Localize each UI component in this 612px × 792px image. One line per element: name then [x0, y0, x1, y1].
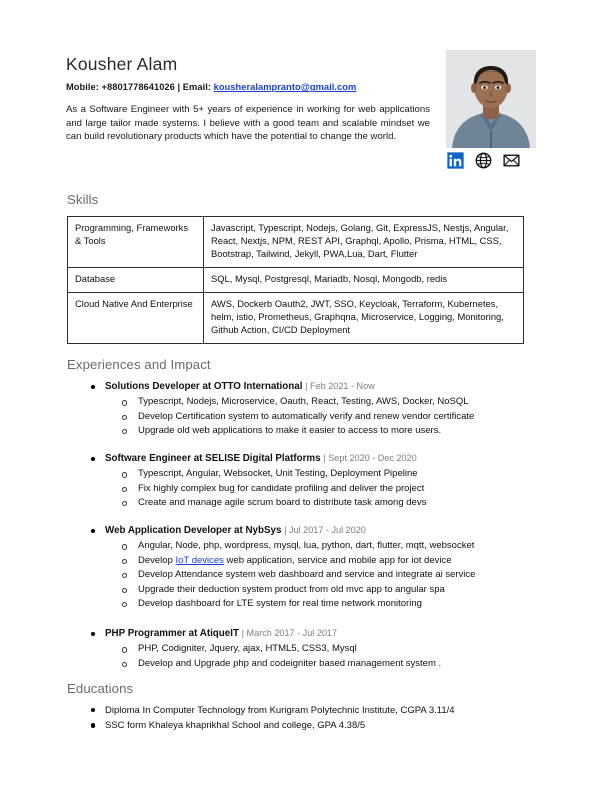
table-row: [68, 292, 524, 343]
header-block: [66, 55, 436, 144]
section-heading-skills: Skills: [67, 192, 99, 207]
table-row: [68, 267, 524, 292]
experience-dates: | Feb 2021 - Now: [305, 381, 375, 391]
experience-points: [86, 395, 556, 438]
experience-points: [86, 539, 556, 611]
experience-heading: [86, 452, 556, 465]
page-title: Kousher Alam: [66, 54, 178, 74]
iot-devices-link[interactable]: IoT devices: [175, 554, 224, 566]
list-item: Develop and Upgrade php and codeigniter based management system .: [122, 657, 556, 671]
contact-line: [66, 82, 436, 92]
avatar: [446, 50, 536, 148]
social-links: [447, 152, 537, 169]
skills-row-label: Programming, Frameworks & Tools: [68, 217, 204, 268]
experience-title: Web Application Developer at NybSys: [105, 525, 282, 536]
point-text-before: Develop: [138, 554, 176, 566]
experience-heading: [86, 524, 556, 537]
skills-row-value: AWS, Dockerb Oauth2, JWT, SSO, Keycloak, Terraform, Kubernetes, helm, istio, Prometheus, Graphqna, Microservice, Logging, Monitoring, Github Action, CI/CD Deployment: [204, 292, 524, 343]
list-item: PHP, Codigniter, Jquery, ajax, HTML5, CSS3, Mysql: [122, 642, 556, 656]
list-item: Diploma In Computer Technology from Kurigram Polytechnic Institute, CGPA 3.11/4: [86, 703, 556, 718]
contact-prefix-text: Mobile: +8801778641026 | Email:: [66, 82, 214, 93]
experience-title: Solutions Developer at OTTO International: [105, 381, 303, 392]
point-text-after: web application, service and mobile app for iot device: [223, 554, 452, 566]
email-link[interactable]: kousheralampranto@gmail.com: [213, 82, 357, 93]
table-row: [68, 217, 524, 268]
list-item: Develop Attendance system web dashboard and service and integrate ai service: [122, 568, 556, 582]
skills-row-value: Javascript, Typescript, Nodejs, Golang, Git, ExpressJS, Nestjs, Angular, React, Nextjs, NPM, REST API, Graphql, Apollo, Prisma, HTML, CSS, Bootstrap, Tailwind, Jekyll, PWA,Lua, Dart, Flutter: [204, 217, 524, 268]
skills-table: [67, 216, 524, 344]
list-item: Develop Certification system to automatically verify and renew vendor certificate: [122, 410, 556, 424]
skills-row-value: SQL, Mysql, Postgresql, Mariadb, Nosql, Mongodb, redis: [204, 267, 524, 292]
list-item: Angular, Node, php, wordpress, mysql, lua, python, dart, flutter, mqtt, websocket: [122, 539, 556, 553]
list-item: SSC form Khaleya khaprikhal School and college, GPA 4.38/5: [86, 718, 556, 733]
experience-item: [86, 524, 556, 611]
experience-title: Software Engineer at SELISE Digital Platforms: [105, 453, 321, 464]
list-item: Typescript, Nodejs, Microservice, Oauth, React, Testing, AWS, Docker, NoSQL: [122, 395, 556, 409]
summary-text: As a Software Engineer with 5+ years of experience in working for web applications and large tailor made systems. I believe with a good team and scalable mindset we can build revolutionary products which have the potential to change the world.: [66, 104, 430, 143]
section-heading-experiences: Experiences and Impact: [67, 357, 211, 372]
experience-points: [86, 642, 556, 671]
education-list: [86, 703, 556, 734]
list-item: Fix highly complex bug for candidate profiling and deliver the project: [122, 482, 556, 496]
experience-heading: [86, 380, 556, 393]
list-item: Typescript, Angular, Websocket, Unit Testing, Deployment Pipeline: [122, 467, 556, 481]
profile-photo-illustration: [446, 50, 536, 148]
list-item: Upgrade their deduction system product from old mvc app to angular spa: [122, 583, 556, 597]
experience-heading: [86, 627, 556, 640]
section-heading-educations: Educations: [67, 681, 134, 696]
list-item: Create and manage agile scrum board to distribute task among devs: [122, 496, 556, 510]
website-icon[interactable]: [475, 152, 492, 169]
experience-title: PHP Programmer at AtiqueIT: [105, 628, 239, 639]
experience-item: [86, 380, 556, 439]
experience-dates: | Jul 2017 - Jul 2020: [284, 525, 366, 535]
list-item: Develop dashboard for LTE system for real time network monitoring: [122, 597, 556, 611]
experience-item: [86, 452, 556, 511]
email-icon[interactable]: [503, 152, 520, 169]
skills-row-label: Cloud Native And Enterprise: [68, 292, 204, 343]
experience-dates: | March 2017 - Jul 2017: [241, 628, 338, 638]
experience-points: [86, 467, 556, 510]
experience-item: [86, 627, 556, 671]
skills-row-label: Database: [68, 267, 204, 292]
linkedin-icon[interactable]: [447, 152, 464, 169]
list-item: Upgrade old web applications to make it easier to access to more users.: [122, 424, 556, 438]
list-item: [122, 554, 556, 568]
experience-dates: | Sept 2020 - Dec 2020: [323, 453, 417, 463]
